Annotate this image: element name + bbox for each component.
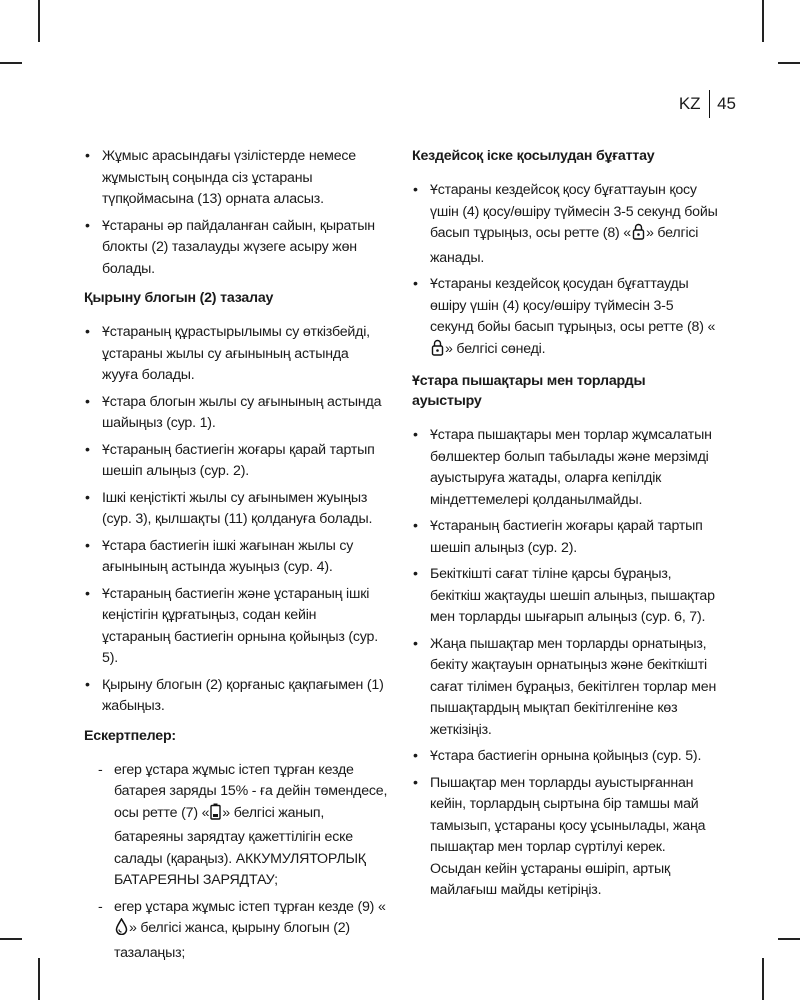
list-item: • Ұстара бастиегін ішкі жағынан жылы су ағынының астында жуыңыз (сур. 4).: [84, 536, 388, 579]
list-item: • Ұстараны әр пайдаланған сайын, қыратын блокты (2) тазалауды жүзеге асыру жөн болады.: [84, 216, 388, 281]
language-code: KZ: [678, 94, 701, 113]
list-item: • Ұстара пышақтары мен торлар жұмсалатын бөлшектер болып табылады және мерзімді ауыстыруға жатады, оларға кепілдік міндеттемелері қолданылмайды.: [412, 425, 718, 511]
note-text: » белгісі жанып, батареяны зарядтау қажеттілігін еске салады (қараңыз). АККУМУЛЯТОРЛЫҚ БАТАРЕЯНЫ ЗАРЯДТАУ;: [114, 804, 366, 888]
intro-list: [84, 146, 388, 280]
list-item: • Қырыну блогын (2) қорғаныс қақпағымен (1) жабыңыз.: [84, 675, 388, 718]
item-text: Ұстараны кездейсоқ қосудан бұғаттауды өшіру үшін (4) қосу/өшіру түймесін 3-5 секунд бойы басып тұрыңыз, осы ретте (8) «: [430, 276, 716, 335]
crop-mark: [778, 62, 800, 64]
list-item: • Ұстараның бастиегін жоғары қарай тартып шешіп алыңыз (сур. 2).: [84, 440, 388, 483]
water-drop-icon: [115, 918, 128, 943]
list-item: • Ұстара блогын жылы су ағынының астында шайыңыз (сур. 1).: [84, 392, 388, 435]
list-item: • Ұстараның құрастырылымы су өткізбейді, ұстараны жылы су ағынының астында жууға болады.: [84, 322, 388, 387]
cleaning-heading: Қырыну блогын (2) тазалау: [84, 290, 274, 306]
left-column: [84, 146, 388, 969]
crop-mark: [38, 958, 40, 1000]
list-item: • Ішкі кеңістікті жылы су ағынымен жуыңыз (сур. 3), қылшақты (11) қолдануға болады.: [84, 488, 388, 531]
list-item: • Ұстараның бастиегін және ұстараның ішкі кеңістігін құрғатыңыз, содан кейін ұстараның бастиегін орнына қойыңыз (сур. 5).: [84, 584, 388, 670]
list-item: • Бекіткішті сағат тіліне қарсы бұраңыз, бекіткіш жақтауды шешіп алыңыз, пышақтар мен торларды шығарып алыңыз (сур. 6, 7).: [412, 564, 718, 629]
note-text: » белгісі жанса, қырыну блогын (2) тазалаңыз;: [114, 920, 350, 961]
blades-list: [412, 425, 718, 902]
item-text: » белгісі сөнеді.: [445, 340, 546, 357]
right-column: [412, 146, 718, 907]
list-item: [412, 274, 718, 363]
crop-mark: [0, 938, 22, 940]
list-item: • Ұстараның бастиегін жоғары қарай тартып шешіп алыңыз (сур. 2).: [412, 516, 718, 559]
notes-heading: Ескертпелер:: [84, 727, 176, 744]
list-item: • Пышақтар мен торларды ауыстырғаннан кейін, торлардың сыртына бір тамшы май тамызып, ұстараны қосу ұсынылады, жаңа пышақтар мен торлар сүртілуі керек. Осыдан кейін ұстараны өшіріп, артық майлағыш майды кетіріңіз.: [412, 773, 718, 902]
list-item: • Ұстара бастиегін орнына қойыңыз (сур. 5).: [412, 746, 718, 768]
battery-icon: [210, 803, 221, 828]
crop-mark: [762, 0, 764, 42]
list-item: • Жаңа пышақтар мен торларды орнатыңыз, бекіту жақтауын орнатыңыз және бекіткішті сағат тілімен бұраңыз, бекітілген торлар мен пышақтардың мықтап бекітілгеніне көз жеткізіңіз.: [412, 634, 718, 742]
crop-mark: [778, 938, 800, 940]
crop-mark: [762, 958, 764, 1000]
page-number: 45: [717, 94, 736, 113]
lock-icon: [632, 223, 645, 248]
list-item: • Жұмыс арасындағы үзілістерде немесе жұмыстың соңында сіз ұстараны түпқоймасына (13) орната аласыз.: [84, 146, 388, 211]
crop-mark: [0, 62, 22, 64]
item-text: » белгісі жанады.: [430, 225, 699, 266]
lock-icon: [431, 339, 444, 364]
notes-list: [84, 760, 388, 965]
lock-list: [412, 180, 718, 363]
note-item: [84, 760, 388, 892]
crop-mark: [38, 0, 40, 42]
item-text: Ұстараны кездейсоқ қосу бұғаттауын қосу үшін (4) қосу/өшіру түймесін 3-5 секунд бойы басып тұрыңыз, осы ретте (8) «: [430, 182, 718, 241]
note-text: егер ұстара жұмыс істеп тұрған кезде батарея заряды 15% - ға дейін төмендесе, осы ретте (7) «: [114, 761, 388, 821]
lock-heading: Кездейсоқ іске қосылудан бұғаттау: [412, 148, 655, 164]
list-item: [412, 180, 718, 269]
page-header: [679, 90, 736, 118]
blades-heading: Ұстара пышақтары мен торларды ауыстыру: [412, 373, 646, 409]
note-text: егер ұстара жұмыс істеп тұрған кезде (9) «: [114, 898, 386, 915]
note-item: [84, 897, 388, 965]
cleaning-list: [84, 322, 388, 718]
